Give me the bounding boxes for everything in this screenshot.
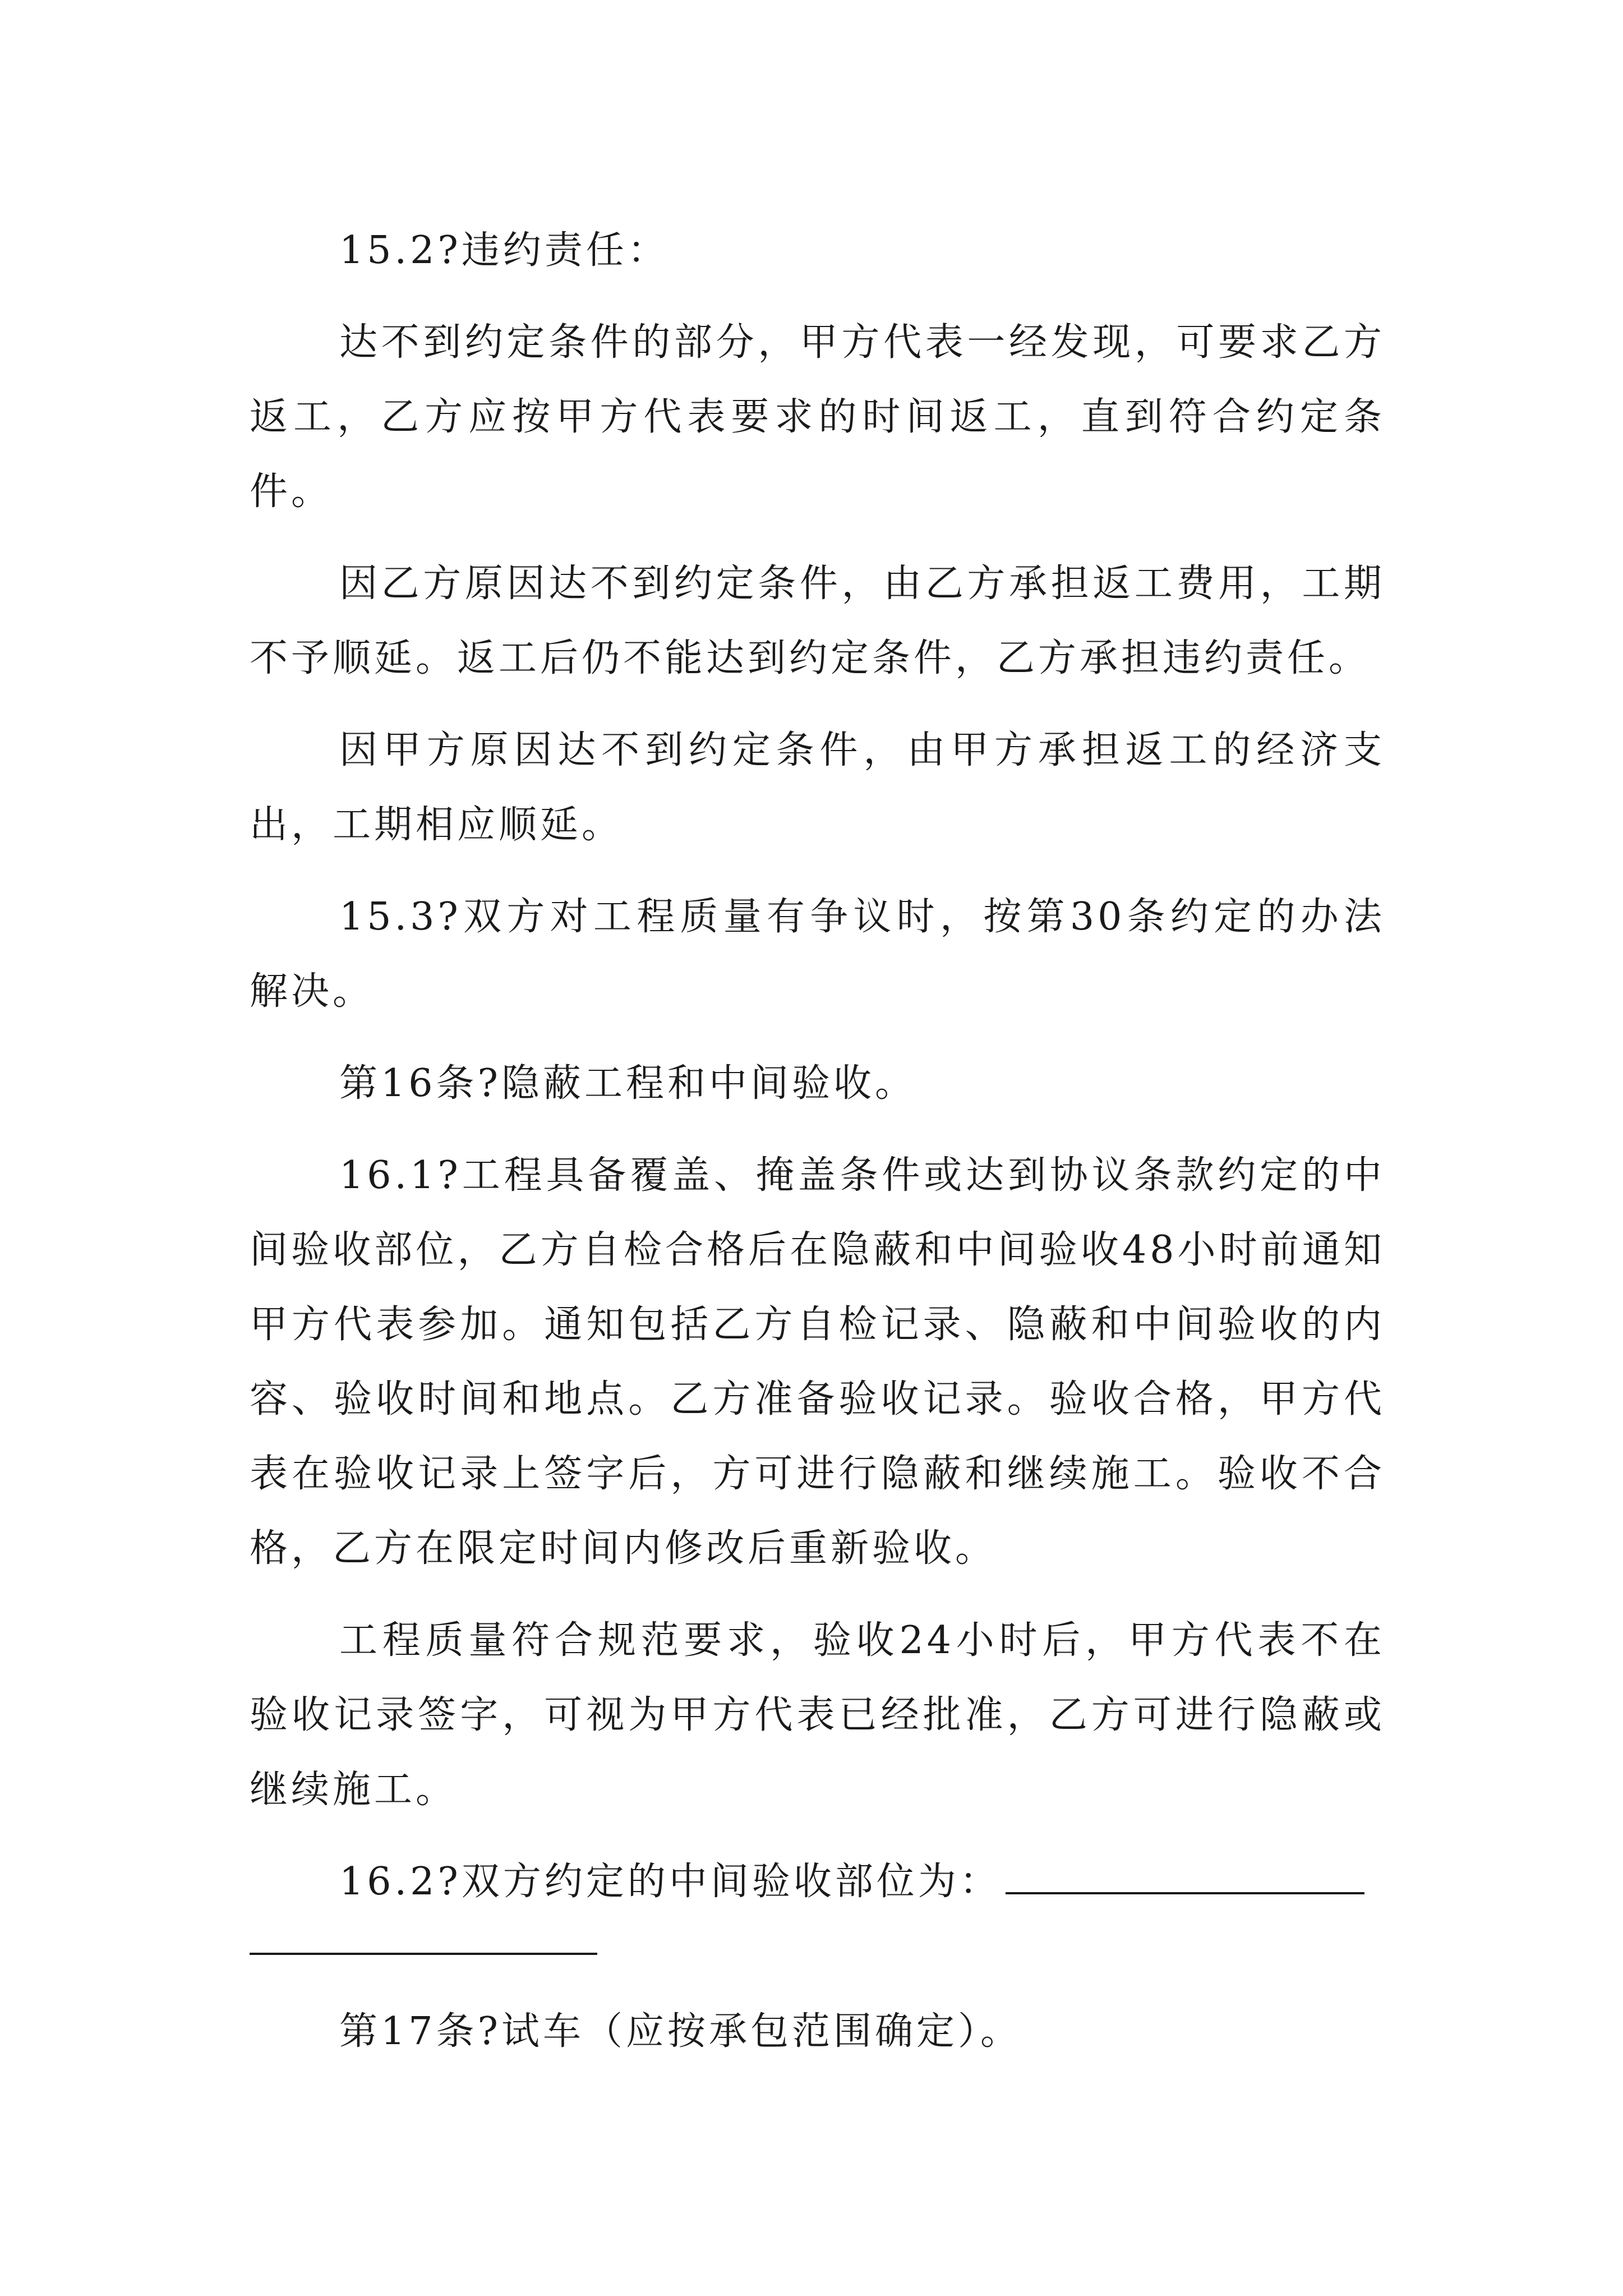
paragraph-16-2-text: 16.2?双方约定的中间验收部位为： xyxy=(339,1860,1001,1904)
paragraph-15-2-heading: 15.2?违约责任： xyxy=(339,228,669,273)
paragraph-15-3-dispute: 15.3?双方对工程质量有争议时，按第30条约定的办法解决。 xyxy=(250,895,1385,1014)
paragraph-party-a-liability: 因甲方原因达不到约定条件，由甲方承担返工的经济支出，工期相应顺延。 xyxy=(250,728,1385,847)
paragraph-24-hour-approval: 工程质量符合规范要求，验收24小时后，甲方代表不在验收记录签字，可视为甲方代表已经批准，乙方可进行隐蔽或继续施工。 xyxy=(250,1618,1385,1812)
paragraph-rework-requirement: 达不到约定条件的部分，甲方代表一经发现，可要求乙方返工，乙方应按甲方代表要求的时间返工，直到符合约定条件。 xyxy=(250,320,1385,514)
fill-in-blank-line xyxy=(1006,1863,1364,1894)
paragraph-16-2-inspection-parts xyxy=(250,1844,1385,1919)
paragraph-16-1-inspection: 16.1?工程具备覆盖、掩盖条件或达到协议条款约定的中间验收部位，乙方自检合格后在隐蔽和中间验收48小时前通知甲方代表参加。通知包括乙方自检记录、隐蔽和中间验收的内容、验收时间和地点。乙方准备验收记录。验收合格，甲方代表在验收记录上签字后，方可进行隐蔽和继续施工。验收不合格，乙方在限定时间内修改后重新验收。 xyxy=(250,1153,1385,1571)
paragraph-party-b-liability: 因乙方原因达不到约定条件，由乙方承担返工费用，工期不予顺延。返工后仍不能达到约定条件，乙方承担违约责任。 xyxy=(250,562,1385,680)
fill-in-blank-line-continued xyxy=(250,1953,597,1955)
paragraph-article-17-heading: 第17条?试车（应按承包范围确定）。 xyxy=(339,2009,1022,2054)
document-page xyxy=(250,213,1385,2086)
paragraph-article-16-heading: 第16条?隐蔽工程和中间验收。 xyxy=(339,1061,916,1106)
